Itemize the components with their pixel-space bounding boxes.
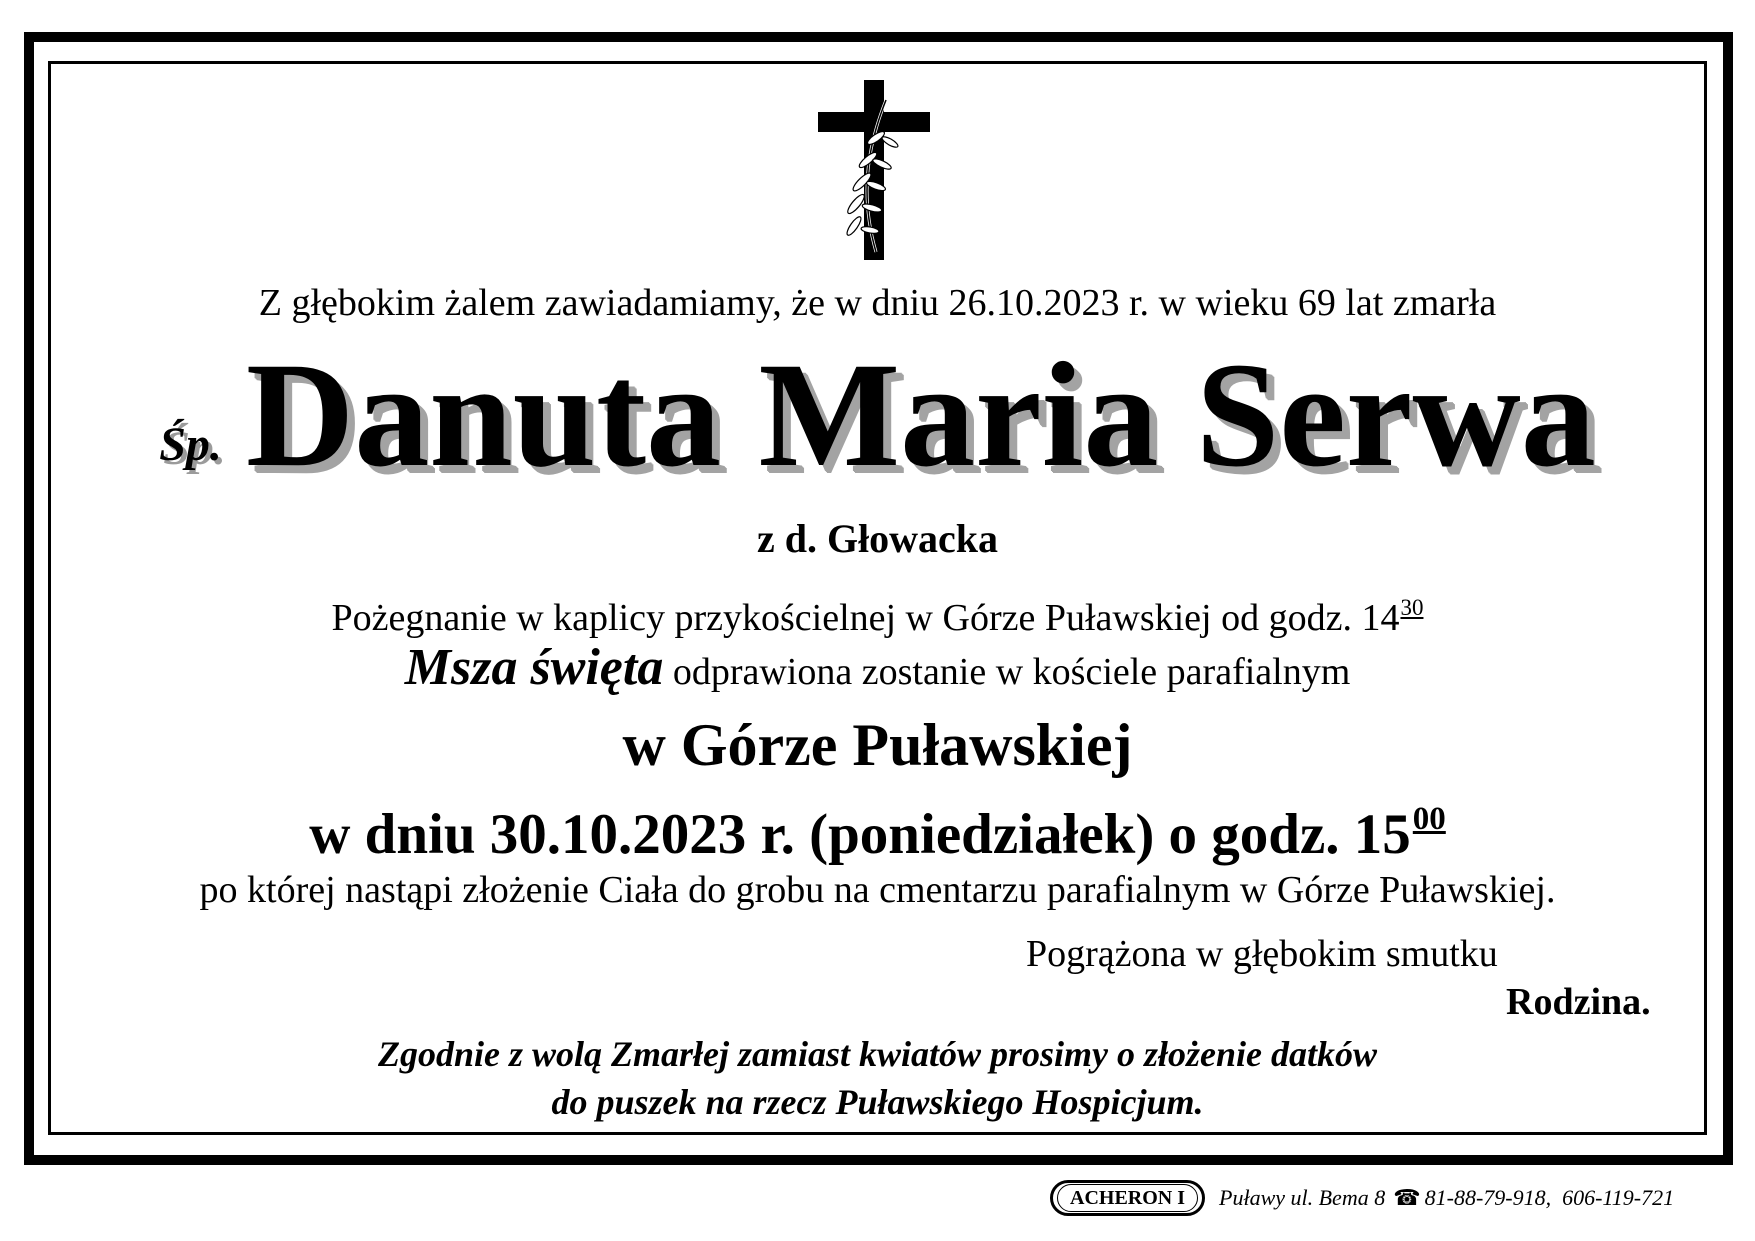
footer-address: Puławy ul. Bema 8 bbox=[1219, 1185, 1386, 1210]
note-line-1: Zgodnie z wolą Zmarłej zamiast kwiatów prosimy o złożenie datków bbox=[377, 1034, 1378, 1074]
farewell-text: Pożegnanie w kaplicy przykościelnej w Górze Puławskiej od godz. 14 bbox=[331, 597, 1400, 639]
date-line bbox=[0, 786, 1755, 868]
note-line-2: do puszek na rzecz Puławskiego Hospicjum. bbox=[551, 1082, 1204, 1122]
date-minutes: 00 bbox=[1412, 801, 1446, 837]
cross-with-palm-icon bbox=[818, 80, 930, 260]
date-text: w dniu 30.10.2023 r. (poniedziałek) o godz. 15 bbox=[309, 803, 1411, 866]
deceased-name bbox=[0, 332, 1755, 498]
family-signature: Rodzina. bbox=[1506, 981, 1651, 1023]
acheron-logo bbox=[1050, 1180, 1205, 1216]
logo-text: ACHERON I bbox=[1057, 1184, 1198, 1212]
place-line: w Górze Puławskiej bbox=[622, 712, 1133, 778]
mass-rest: odprawiona zostanie w kościele parafialnym bbox=[663, 651, 1351, 693]
maiden-name: z d. Głowacka bbox=[756, 516, 999, 561]
mourners-line: Pogrążona w głębokim smutku bbox=[1026, 933, 1498, 975]
name-prefix: Śp. bbox=[159, 418, 222, 472]
burial-line: po której nastąpi złożenie Ciała do grobu na cmentarzu parafialnym w Górze Puławskiej. bbox=[199, 869, 1556, 911]
telephone-icon: ☎ bbox=[1393, 1185, 1421, 1210]
mass-line bbox=[0, 640, 1755, 700]
name-full: Danuta Maria Serwa bbox=[245, 332, 1596, 498]
farewell-minutes: 30 bbox=[1400, 595, 1424, 620]
footer-phones: 81-88-79-918, 606-119-721 bbox=[1424, 1185, 1675, 1210]
mass-emphasis: Msza święta bbox=[404, 639, 664, 696]
footer-contact bbox=[1219, 1185, 1674, 1211]
footer bbox=[1050, 1180, 1674, 1216]
intro-text: Z głębokim żalem zawiadamiamy, że w dniu 26.10.2023 r. w wieku 69 lat zmarła bbox=[258, 282, 1497, 324]
farewell-line bbox=[0, 586, 1755, 640]
